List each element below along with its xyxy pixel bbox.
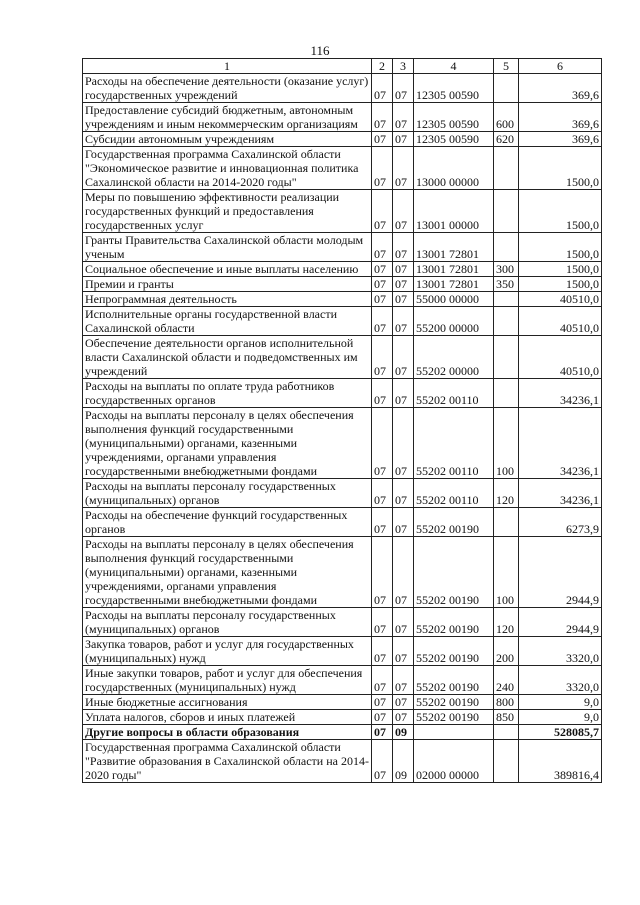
row-expense-type (494, 379, 519, 408)
row-name: Непрограммная деятельность (83, 292, 372, 307)
table-row (83, 710, 602, 725)
row-target-code: 13001 72801 (414, 262, 494, 277)
row-section: 07 (372, 103, 393, 132)
row-target-code: 55202 00190 (414, 508, 494, 537)
row-amount: 9,0 (519, 695, 602, 710)
row-subsection: 07 (393, 710, 414, 725)
header-col-4: 4 (414, 59, 494, 74)
row-section: 07 (372, 307, 393, 336)
row-target-code: 13001 72801 (414, 277, 494, 292)
row-subsection: 07 (393, 262, 414, 277)
row-section: 07 (372, 277, 393, 292)
table-row (83, 408, 602, 479)
row-section: 07 (372, 710, 393, 725)
row-amount: 34236,1 (519, 379, 602, 408)
row-section: 07 (372, 190, 393, 233)
header-row (83, 59, 602, 74)
row-target-code: 12305 00590 (414, 132, 494, 147)
table-row (83, 262, 602, 277)
row-amount: 2944,9 (519, 608, 602, 637)
row-name: Государственная программа Сахалинской области "Развитие образования в Сахалинской области на 2014-2020 годы" (83, 740, 372, 783)
row-amount: 40510,0 (519, 336, 602, 379)
row-name: Субсидии автономным учреждениям (83, 132, 372, 147)
row-subsection: 07 (393, 74, 414, 103)
row-name: Иные закупки товаров, работ и услуг для обеспечения государственных (муниципальных) нужд (83, 666, 372, 695)
header-col-2: 2 (372, 59, 393, 74)
row-subsection: 07 (393, 147, 414, 190)
row-target-code: 55202 00000 (414, 336, 494, 379)
table-row (83, 336, 602, 379)
row-target-code: 55202 00190 (414, 695, 494, 710)
row-expense-type: 120 (494, 479, 519, 508)
row-name: Расходы на обеспечение функций государственных органов (83, 508, 372, 537)
row-subsection: 07 (393, 132, 414, 147)
row-amount: 34236,1 (519, 408, 602, 479)
table-row (83, 103, 602, 132)
row-amount: 528085,7 (519, 725, 602, 740)
row-expense-type: 800 (494, 695, 519, 710)
row-amount: 369,6 (519, 74, 602, 103)
row-amount: 6273,9 (519, 508, 602, 537)
row-subsection: 07 (393, 479, 414, 508)
row-name: Исполнительные органы государственной власти Сахалинской области (83, 307, 372, 336)
row-section: 07 (372, 608, 393, 637)
row-expense-type (494, 233, 519, 262)
row-name: Уплата налогов, сборов и иных платежей (83, 710, 372, 725)
row-amount: 40510,0 (519, 307, 602, 336)
row-subsection: 07 (393, 233, 414, 262)
row-name: Премии и гранты (83, 277, 372, 292)
header-col-1: 1 (83, 59, 372, 74)
row-subsection: 07 (393, 103, 414, 132)
row-subsection: 07 (393, 508, 414, 537)
row-amount: 369,6 (519, 132, 602, 147)
row-amount: 3320,0 (519, 666, 602, 695)
row-section: 07 (372, 233, 393, 262)
row-subsection: 07 (393, 637, 414, 666)
row-name: Закупка товаров, работ и услуг для государственных (муниципальных) нужд (83, 637, 372, 666)
row-expense-type (494, 508, 519, 537)
row-amount: 34236,1 (519, 479, 602, 508)
row-name: Расходы на обеспечение деятельности (оказание услуг) государственных учреждений (83, 74, 372, 103)
row-amount: 2944,9 (519, 537, 602, 608)
row-target-code: 55202 00190 (414, 537, 494, 608)
header-col-6: 6 (519, 59, 602, 74)
row-target-code: 55202 00190 (414, 666, 494, 695)
table-row (83, 147, 602, 190)
row-section: 07 (372, 147, 393, 190)
row-name: Социальное обеспечение и иные выплаты населению (83, 262, 372, 277)
row-target-code: 13000 00000 (414, 147, 494, 190)
table-row (83, 74, 602, 103)
row-name: Иные бюджетные ассигнования (83, 695, 372, 710)
row-subsection: 07 (393, 608, 414, 637)
row-subsection: 07 (393, 695, 414, 710)
row-target-code: 12305 00590 (414, 74, 494, 103)
row-name: Расходы на выплаты персоналу в целях обеспечения выполнения функций государственными (муниципальными) органами, казенными учреждениями, органами управления государственными внебюджетными фондами (83, 537, 372, 608)
table-row (83, 508, 602, 537)
row-expense-type: 600 (494, 103, 519, 132)
table-row (83, 379, 602, 408)
row-target-code: 13001 72801 (414, 233, 494, 262)
row-target-code: 12305 00590 (414, 103, 494, 132)
row-amount: 1500,0 (519, 277, 602, 292)
table-row (83, 190, 602, 233)
header-col-5: 5 (494, 59, 519, 74)
row-section: 07 (372, 132, 393, 147)
row-amount: 40510,0 (519, 292, 602, 307)
row-name: Меры по повышению эффективности реализации государственных функций и предоставления государственных услуг (83, 190, 372, 233)
row-subsection: 09 (393, 725, 414, 740)
row-expense-type: 300 (494, 262, 519, 277)
row-amount: 1500,0 (519, 262, 602, 277)
row-expense-type: 200 (494, 637, 519, 666)
row-target-code (414, 725, 494, 740)
row-name: Гранты Правительства Сахалинской области молодым ученым (83, 233, 372, 262)
row-amount: 389816,4 (519, 740, 602, 783)
row-target-code: 55202 00190 (414, 710, 494, 725)
row-subsection: 07 (393, 336, 414, 379)
row-section: 07 (372, 695, 393, 710)
row-amount: 1500,0 (519, 147, 602, 190)
table-row (83, 608, 602, 637)
row-expense-type (494, 74, 519, 103)
row-amount: 9,0 (519, 710, 602, 725)
row-expense-type: 100 (494, 537, 519, 608)
row-subsection: 07 (393, 292, 414, 307)
row-amount: 369,6 (519, 103, 602, 132)
header-col-3: 3 (393, 59, 414, 74)
table-row (83, 277, 602, 292)
table-row (83, 740, 602, 783)
page-number: 116 (310, 43, 330, 58)
row-name: Расходы на выплаты персоналу в целях обеспечения выполнения функций государственными (муниципальными) органами, казенными учреждениями, органами управления государственными внебюджетными фондами (83, 408, 372, 479)
table-row (83, 233, 602, 262)
row-expense-type (494, 292, 519, 307)
row-target-code: 02000 00000 (414, 740, 494, 783)
row-amount: 3320,0 (519, 637, 602, 666)
row-subsection: 07 (393, 190, 414, 233)
row-section: 07 (372, 637, 393, 666)
row-section: 07 (372, 479, 393, 508)
table-row (83, 666, 602, 695)
row-expense-type (494, 190, 519, 233)
row-name: Предоставление субсидий бюджетным, автономным учреждениям и иным некоммерческим организациям (83, 103, 372, 132)
row-name: Расходы на выплаты персоналу государственных (муниципальных) органов (83, 608, 372, 637)
row-section: 07 (372, 666, 393, 695)
row-subsection: 07 (393, 666, 414, 695)
row-subsection: 07 (393, 379, 414, 408)
table-row (83, 479, 602, 508)
row-section: 07 (372, 336, 393, 379)
table-row (83, 132, 602, 147)
row-name: Обеспечение деятельности органов исполнительной власти Сахалинской области и подведомственных им учреждений (83, 336, 372, 379)
row-subsection: 07 (393, 408, 414, 479)
table-row (83, 537, 602, 608)
row-expense-type (494, 336, 519, 379)
table-row (83, 695, 602, 710)
row-name: Государственная программа Сахалинской области "Экономическое развитие и инновационная политика Сахалинской области на 2014-2020 годы" (83, 147, 372, 190)
row-name: Другие вопросы в области образования (83, 725, 372, 740)
row-expense-type: 350 (494, 277, 519, 292)
row-expense-type (494, 307, 519, 336)
row-section: 07 (372, 508, 393, 537)
row-target-code: 55202 00190 (414, 637, 494, 666)
row-name: Расходы на выплаты по оплате труда работников государственных органов (83, 379, 372, 408)
row-target-code: 13001 00000 (414, 190, 494, 233)
row-amount: 1500,0 (519, 190, 602, 233)
row-subsection: 07 (393, 537, 414, 608)
row-section: 07 (372, 537, 393, 608)
row-target-code: 55202 00110 (414, 379, 494, 408)
row-amount: 1500,0 (519, 233, 602, 262)
table-row (83, 292, 602, 307)
row-target-code: 55202 00110 (414, 479, 494, 508)
row-section: 07 (372, 379, 393, 408)
row-section: 07 (372, 292, 393, 307)
row-expense-type: 850 (494, 710, 519, 725)
row-expense-type: 240 (494, 666, 519, 695)
row-section: 07 (372, 74, 393, 103)
row-target-code: 55000 00000 (414, 292, 494, 307)
row-expense-type: 100 (494, 408, 519, 479)
row-expense-type (494, 725, 519, 740)
row-expense-type (494, 147, 519, 190)
row-name: Расходы на выплаты персоналу государственных (муниципальных) органов (83, 479, 372, 508)
table-row (83, 637, 602, 666)
row-expense-type: 620 (494, 132, 519, 147)
row-target-code: 55202 00110 (414, 408, 494, 479)
row-target-code: 55202 00190 (414, 608, 494, 637)
row-target-code: 55200 00000 (414, 307, 494, 336)
row-section: 07 (372, 408, 393, 479)
table-row (83, 307, 602, 336)
row-section: 07 (372, 725, 393, 740)
budget-table (82, 58, 602, 783)
row-section: 07 (372, 740, 393, 783)
row-section: 07 (372, 262, 393, 277)
row-subsection: 07 (393, 307, 414, 336)
row-subsection: 09 (393, 740, 414, 783)
row-expense-type (494, 740, 519, 783)
row-expense-type: 120 (494, 608, 519, 637)
table-row (83, 725, 602, 740)
row-subsection: 07 (393, 277, 414, 292)
